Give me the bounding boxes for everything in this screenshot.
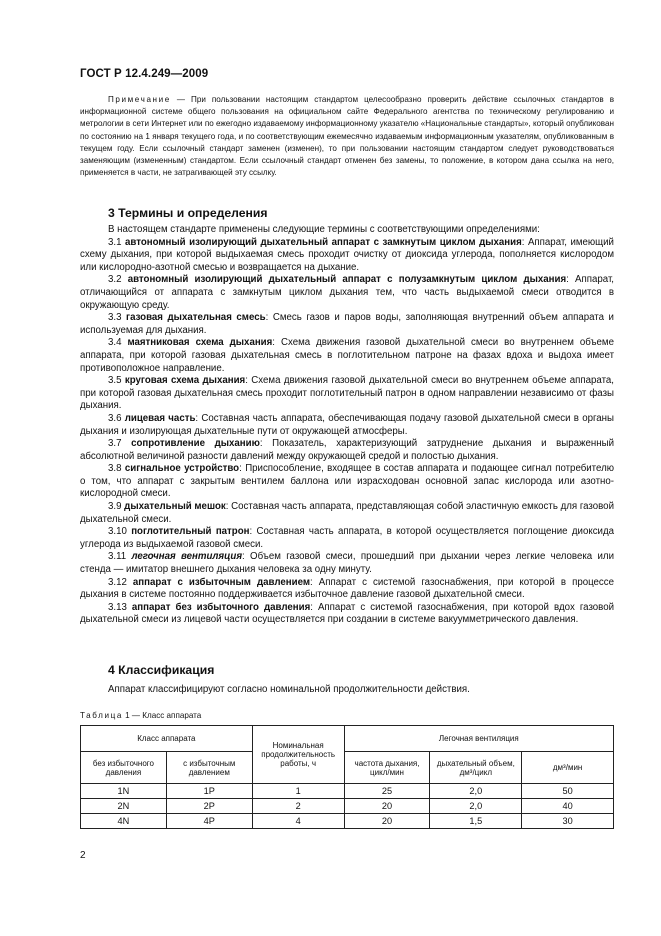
term-number: 3.11 (108, 551, 127, 563)
table-cell: 2N (81, 799, 167, 814)
term-number: 3.9 (108, 501, 122, 513)
term-number: 3.12 (108, 576, 127, 588)
term-definition: : Схема движения газовой дыхательной смеси во внутреннем объеме аппарата, при которой газовая дыхательная смесь проходит поглотительный патрон в одном направлении независимо от фазы дыхания. (80, 375, 614, 412)
term-name: автономный изолирующий дыхательный аппарат с полузамкнутым циклом дыхания (127, 274, 567, 286)
term-definition: : Показатель, характеризующий затруднение дыхания и выраженный абсолютной величиной разности давлений между окружающей средой и полостью дыхания. (80, 438, 614, 462)
term-name: лицевая часть (124, 412, 196, 424)
table-cell: 4N (81, 814, 167, 829)
term-number: 3.8 (108, 463, 122, 475)
term-number: 3.1 (108, 236, 122, 248)
table-cell: 1,5 (430, 814, 522, 829)
term-definition: : Аппарат, имеющий схему дыхания, при которой выдыхаемая смесь проходит очистку от диоксида углерода, пополняется кислородом или кислородно-азотной смесью и возвращается на дыхание. (80, 236, 614, 273)
class-table (80, 725, 614, 829)
term-number: 3.13 (108, 601, 127, 613)
table-row (81, 814, 614, 829)
term-item (80, 501, 614, 526)
term-item (80, 237, 614, 275)
terms-list (80, 237, 614, 627)
term-name: легочная вентиляция (131, 551, 243, 563)
table-cell: 20 (344, 814, 430, 829)
term-definition: : Приспособление, входящее в состав аппарата и подающее сигнал потребителю о том, что аппарат с закрытым вентилем баллона или израсходован основной запас кислорода или азотно-кислородной смеси. (80, 463, 614, 500)
term-item (80, 526, 614, 551)
term-number: 3.5 (108, 375, 122, 387)
table-caption-label: Таблица (80, 711, 123, 720)
table-caption (80, 711, 201, 720)
header-vent: Легочная вентиляция (344, 726, 613, 752)
term-item (80, 337, 614, 375)
term-name: поглотительный патрон (131, 526, 250, 538)
section-4-intro: Аппарат классифицируют согласно номинальной продолжительности действия. (108, 684, 470, 695)
term-item (80, 274, 614, 312)
term-definition: : Схема движения газовой дыхательной смеси во внутреннем объеме аппарата, при которой газовая дыхательная смесь в поглотительном патроне на фазах вдоха и выдоха имеет противоположное направление. (80, 337, 614, 374)
term-definition: : Смесь газов и паров воды, заполняющая внутренний объем аппарата и используемая для дыхания. (80, 312, 614, 336)
term-name: газовая дыхательная смесь (126, 312, 266, 324)
term-number: 3.6 (108, 412, 122, 424)
term-definition: : Составная часть аппарата, в которой осуществляется поглощение диоксида углерода из выдыхаемой газовой смеси. (80, 526, 614, 550)
table-cell: 50 (522, 784, 614, 799)
note-label: Примечание (108, 95, 171, 104)
term-item (80, 413, 614, 438)
section-3-heading: 3 Термины и определения (108, 206, 268, 220)
term-name: сопротивление дыханию (131, 438, 260, 450)
term-name: сигнальное устройство (124, 463, 240, 475)
term-number: 3.2 (108, 274, 122, 286)
term-name: автономный изолирующий дыхательный аппарат с замкнутым циклом дыхания (125, 236, 522, 248)
term-item (80, 602, 614, 627)
term-number: 3.3 (108, 312, 122, 324)
term-name: маятниковая схема дыхания (127, 337, 273, 349)
section-3-intro: В настоящем стандарте применены следующие термины с соответствующими определениями: (108, 224, 540, 235)
table-row (81, 799, 614, 814)
term-definition: : Аппарат с системой газоснабжения, при которой вдох газовой дыхательной смеси из лицевой части осуществляется при создании в системе вакуумметрического давления. (80, 601, 614, 626)
term-item (80, 463, 614, 501)
term-number: 3.7 (108, 438, 122, 450)
term-definition: : Составная часть аппарата, обеспечивающая подачу газовой дыхательной смеси в органы дыхания и изолирующая дыхательные пути от окружающей атмосферы. (80, 412, 614, 437)
term-definition: : Составная часть аппарата, представляющая собой эластичную емкость для газовой дыхательной смеси. (80, 501, 614, 525)
table-cell: 20 (344, 799, 430, 814)
header-volume: дыхательный объем, дм³/цикл (430, 752, 522, 784)
table-cell: 2 (252, 799, 344, 814)
header-excess: с избыточным давлением (166, 752, 252, 784)
term-item (80, 438, 614, 463)
table-cell: 25 (344, 784, 430, 799)
term-name: дыхательный мешок (124, 501, 226, 513)
term-number: 3.10 (108, 526, 127, 538)
term-item (80, 312, 614, 337)
header-freq: частота дыхания, цикл/мин (344, 752, 430, 784)
table-cell: 2,0 (430, 799, 522, 814)
section-4-heading: 4 Классификация (108, 663, 215, 677)
table-cell: 1N (81, 784, 167, 799)
term-number: 3.4 (108, 337, 122, 349)
header-no-excess: без избыточного давления (81, 752, 167, 784)
document-header: ГОСТ Р 12.4.249—2009 (80, 68, 209, 80)
note-text: — При пользовании настоящим стандартом целесообразно проверить действие ссылочных стандартов в информационной системе общего пользования на официальном сайте Федерального агентства по техническому регулированию и метрологии в сети Интернет или по ежегодно издаваемому информационному указателю «Национальные стандарты», который опубликован по состоянию на 1 января текущего года, и по соответствующим ежемесячно издаваемым информационным указателям, опубликованным в текущем году. Если ссылочный стандарт заменен (изменен), то при пользовании настоящим стандартом следует руководствоваться заменяющим (измененным) стандартом. Если ссылочный стандарт отменен без замены, то положение, в котором дана ссылка на него, применяется в части, не затрагивающей эту ссылку. (80, 95, 615, 178)
page-number: 2 (80, 850, 86, 861)
table-cell: 1 (252, 784, 344, 799)
term-item (80, 577, 614, 602)
table-body (81, 784, 614, 829)
header-class: Класс аппарата (81, 726, 253, 752)
table-cell: 2,0 (430, 784, 522, 799)
table-cell: 2P (166, 799, 252, 814)
term-definition: : Аппарат с системой газоснабжения, при которой в процессе дыхания в системе постоянно поддерживается избыточное давление газовой дыхательной смеси. (80, 576, 614, 601)
header-nominal: Номинальная продолжительность работы, ч (252, 726, 344, 784)
term-name: аппарат без избыточного давления (131, 601, 311, 613)
term-definition: : Аппарат, отличающийся от аппарата с замкнутым циклом дыхания тем, что часть выдыхаемой смеси отводится в окружающую среду. (80, 274, 614, 311)
table-cell: 4 (252, 814, 344, 829)
table-caption-text: 1 — Класс аппарата (122, 711, 202, 720)
table-cell: 1P (166, 784, 252, 799)
term-definition: : Объем газовой смеси, прошедший при дыхании через легкие человека или стенда — имитатор внешнего дыхания человека за одну минуту. (80, 551, 614, 576)
table-cell: 30 (522, 814, 614, 829)
term-item (80, 375, 614, 413)
term-item (80, 551, 614, 576)
header-dm: дм³/мин (522, 752, 614, 784)
table-cell: 40 (522, 799, 614, 814)
table-row (81, 784, 614, 799)
reference-note (80, 94, 614, 179)
section-3-body (80, 224, 614, 627)
table-cell: 4P (166, 814, 252, 829)
term-name: аппарат с избыточным давлением (132, 576, 310, 588)
term-name: круговая схема дыхания (124, 375, 246, 387)
